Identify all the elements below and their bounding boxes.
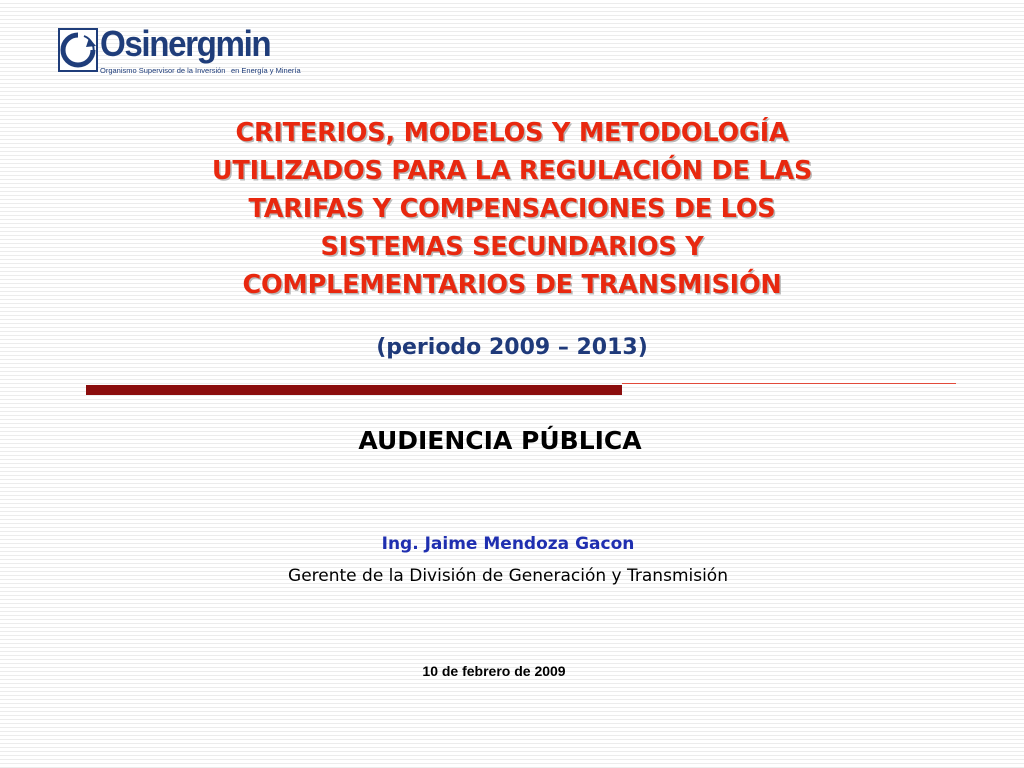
logo-tagline-right: en Energía y Minería (231, 66, 301, 75)
osinergmin-logo (58, 23, 308, 80)
title-line-4: SISTEMAS SECUNDARIOS Y (320, 232, 704, 262)
title-line-5: COMPLEMENTARIOS DE TRANSMISIÓN (242, 270, 782, 300)
period-subtitle: (periodo 2009 – 2013) (376, 335, 648, 360)
title-line-2: UTILIZADOS PARA LA REGULACIÓN DE LAS (211, 156, 813, 186)
presenter-role: Gerente de la División de Generación y Transmisión (288, 566, 728, 586)
logo-wordmark: Osinergmin (100, 23, 271, 64)
divider-thin-line (622, 383, 956, 384)
presenter-name: Ing. Jaime Mendoza Gacon (381, 534, 635, 554)
slide-title (100, 114, 924, 304)
event-heading: AUDIENCIA PÚBLICA (358, 426, 642, 455)
title-line-3: TARIFAS Y COMPENSACIONES DE LOS (248, 194, 776, 224)
presentation-date: 10 de febrero de 2009 (422, 663, 566, 679)
osinergmin-emblem-icon (58, 28, 98, 72)
divider-thick-bar (86, 385, 622, 395)
title-line-1: CRITERIOS, MODELOS Y METODOLOGÍA (235, 118, 789, 148)
logo-tagline-left: Organismo Supervisor de la Inversión (100, 66, 226, 75)
